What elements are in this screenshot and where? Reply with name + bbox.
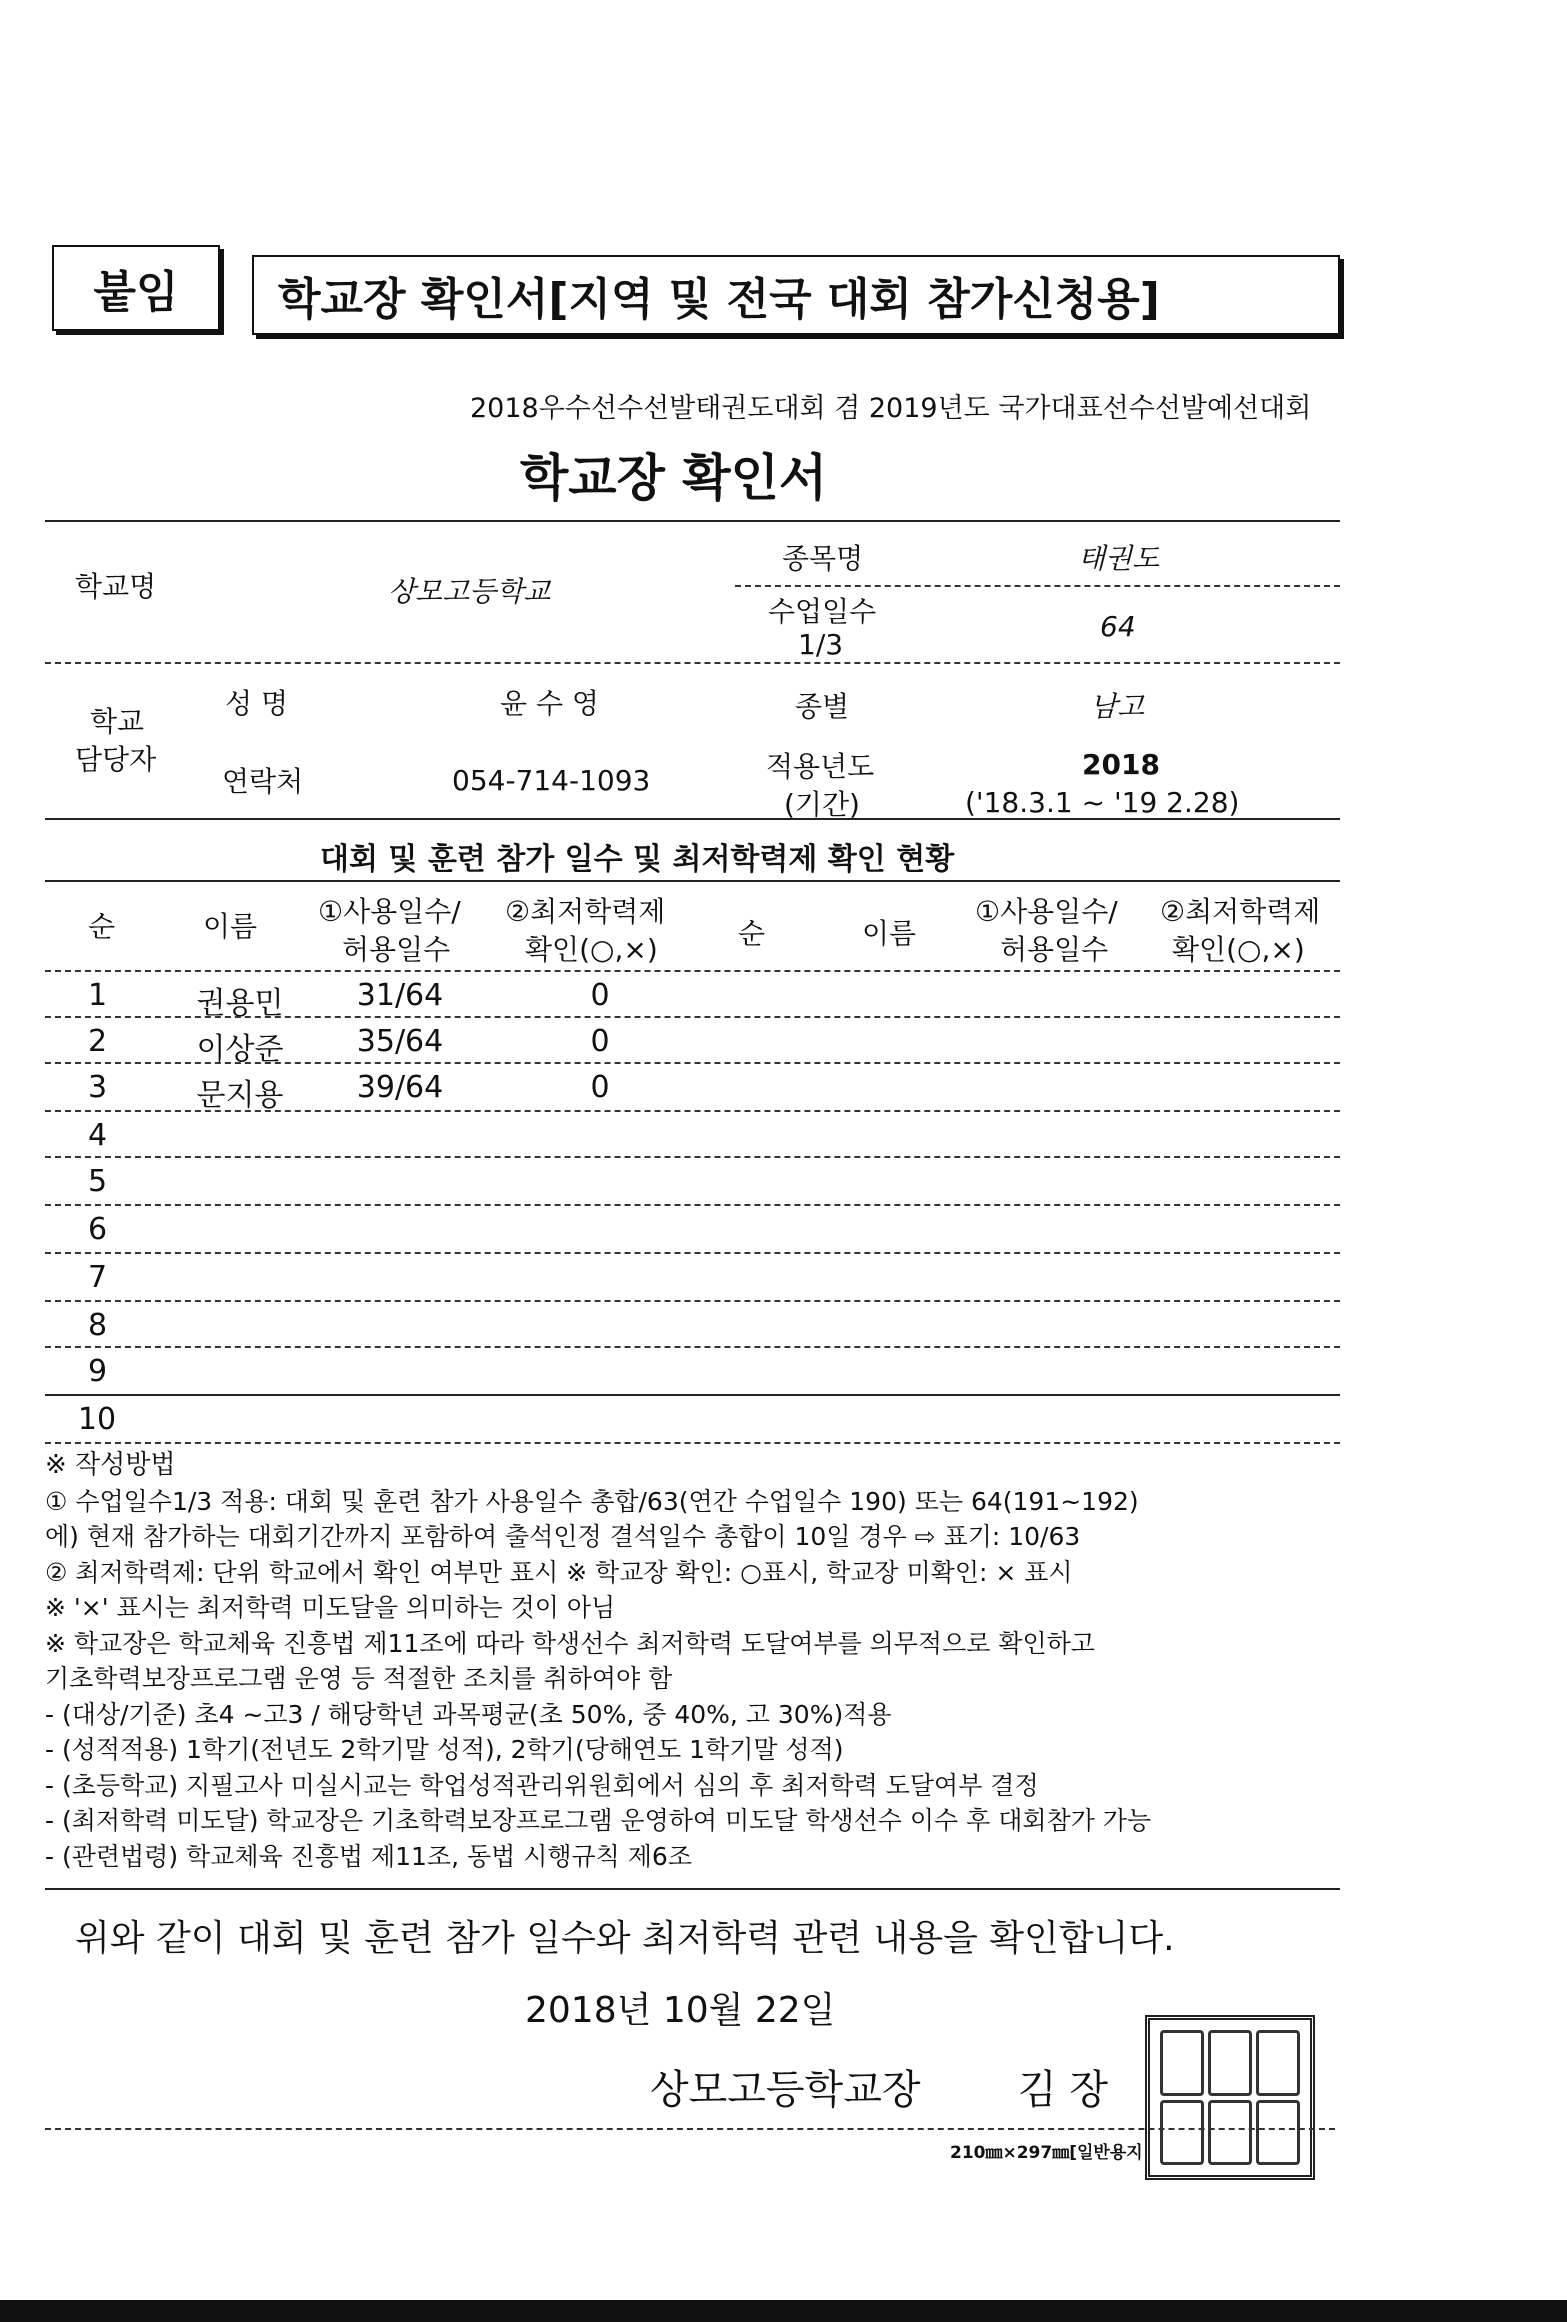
header-name-right: 이름 [862, 917, 917, 950]
notes-bottom-rule [45, 1888, 1340, 1890]
year-label-2: (기간) [784, 788, 860, 821]
row-rule [45, 1442, 1340, 1444]
row-check: 0 [590, 1070, 610, 1105]
form-title-box [252, 255, 1340, 335]
table-row [45, 1300, 1340, 1346]
instructions-heading: ※ 작성방법 [45, 1450, 176, 1480]
official-seal [1145, 2015, 1315, 2180]
table-row [45, 970, 1340, 1021]
row-no: 3 [87, 1070, 108, 1105]
row-no: 7 [87, 1260, 108, 1295]
event-name: 2018우수선수선발태권도대회 겸 2019년도 국가대표선수선발예선대회 [470, 393, 1312, 424]
principal-name: 김 장 [1018, 2067, 1108, 2113]
table-title: 대회 및 훈련 참가 일수 및 최저학력제 확인 현황 [320, 842, 955, 877]
instruction-line: - (대상/기준) 초4 ~고3 / 해당학년 과목평균(초 50%, 중 40%, 고 30%)적용 [45, 1699, 892, 1729]
row-no: 8 [87, 1308, 108, 1343]
paper-size-note: 210㎜×297㎜[일반용지 [950, 2143, 1143, 2163]
period-value: ('18.3.1 ~ '19 2.28) [965, 786, 1240, 819]
confirmation-statement: 위와 같이 대회 및 훈련 참가 일수와 최저학력 관련 내용을 확인합니다. [75, 1918, 1175, 1959]
year-value: 2018 [1082, 748, 1160, 781]
row-no: 5 [87, 1164, 108, 1199]
row-no: 10 [77, 1402, 117, 1437]
header-name-left: 이름 [203, 910, 258, 943]
table-row [45, 1110, 1340, 1156]
category-value: 남고 [1090, 690, 1145, 723]
header-used-right-2: 허용일수 [1000, 933, 1109, 966]
footer-rule [45, 2128, 1335, 2130]
row-no: 1 [87, 978, 108, 1013]
header-min-right-1: ②최저학력제 [1160, 895, 1321, 928]
days-value: 64 [1100, 610, 1136, 643]
header-min-left-1: ②최저학력제 [505, 895, 666, 928]
instruction-line: ① 수업일수1/3 적용: 대회 및 훈련 참가 사용일수 총합/63(연간 수업일수 190) 또는 64(191~192) [45, 1486, 1139, 1516]
header-no-right: 순 [738, 917, 766, 950]
sport-value: 태권도 [1078, 542, 1160, 575]
person-name-label: 성 명 [225, 687, 288, 720]
row-no: 9 [87, 1354, 108, 1389]
header-used-left-1: ①사용일수/ [318, 895, 461, 928]
sport-label: 종목명 [782, 542, 864, 575]
table-row [45, 1394, 1340, 1440]
header-used-right-1: ①사용일수/ [975, 895, 1118, 928]
school-label: 학교명 [75, 570, 157, 603]
table-row [45, 1016, 1340, 1067]
row-days: 31/64 [356, 978, 444, 1013]
staff-label-2: 담당자 [75, 743, 157, 776]
days-label-1: 수업일수 [768, 595, 877, 628]
staff-label-1: 학교 [90, 705, 145, 738]
row-check: 0 [590, 1024, 610, 1059]
instruction-line: 기초학력보장프로그램 운영 등 적절한 조치를 취하여야 함 [45, 1664, 673, 1693]
instruction-line: - (관련법령) 학교체육 진흥법 제11조, 동법 시행규칙 제6조 [45, 1841, 692, 1871]
row-days: 39/64 [356, 1070, 444, 1105]
row-no: 4 [87, 1118, 108, 1153]
row-name: 권용민 [196, 986, 284, 1021]
instruction-line: - (성적적용) 1학기(전년도 2학기말 성적), 2학기(당해연도 1학기말 성적) [45, 1735, 844, 1764]
row-days: 35/64 [356, 1024, 444, 1059]
info-bottom-rule [45, 818, 1340, 820]
principal-title: 상모고등학교장 [650, 2067, 921, 2113]
table-row [45, 1156, 1340, 1202]
row-check: 0 [590, 978, 610, 1013]
person-name-value: 윤 수 영 [500, 687, 599, 720]
row-no: 2 [87, 1024, 108, 1059]
instruction-line: - (초등학교) 지필고사 미실시교는 학업성적관리위원회에서 심의 후 최저학력 도달여부 결정 [45, 1770, 1039, 1800]
contact-value: 054-714-1093 [452, 764, 651, 797]
writing-instructions [45, 1448, 1345, 1874]
sport-rule [735, 585, 1340, 587]
confirmation-date: 2018년 10월 22일 [525, 1990, 836, 2031]
contact-label: 연락처 [222, 765, 304, 798]
attachment-badge-text: 붙임 [93, 267, 179, 318]
table-row [45, 1204, 1340, 1250]
instruction-line: ② 최저학력제: 단위 학교에서 확인 여부만 표시 ※ 학교장 확인: ○표시, 학교장 미확인: × 표시 [45, 1557, 1073, 1587]
header-used-left-2: 허용일수 [342, 933, 451, 966]
row-name: 문지용 [196, 1078, 284, 1113]
instruction-line: ※ 학교장은 학교체육 진흥법 제11조에 따라 학생선수 최저학력 도달여부를 의무적으로 확인하고 [45, 1628, 1095, 1658]
header-min-left-2: 확인(○,×) [525, 933, 658, 966]
instruction-line: - (최저학력 미도달) 학교장은 기초학력보장프로그램 운영하여 미도달 학생선수 이수 후 대회참가 가능 [45, 1806, 1152, 1835]
instruction-line: 에) 현재 참가하는 대회기간까지 포함하여 출석인정 결석일수 총합이 10일 경우 ⇨ 표기: 10/63 [45, 1522, 1081, 1551]
info-mid-rule [45, 662, 1340, 664]
days-label-2: 1/3 [798, 628, 844, 661]
table-row [45, 1252, 1340, 1298]
document-title: 학교장 확인서 [520, 449, 828, 507]
row-name: 이상준 [196, 1032, 284, 1067]
header-no-left: 순 [88, 910, 116, 943]
row-no: 6 [87, 1212, 108, 1247]
category-label: 종별 [795, 690, 850, 723]
form-title: 학교장 확인서[지역 및 전국 대회 참가신청용] [278, 274, 1160, 325]
header-min-right-2: 확인(○,×) [1172, 933, 1305, 966]
year-label-1: 적용년도 [766, 750, 875, 783]
table-top-rule [45, 880, 1340, 882]
instruction-line: ※ '×' 표시는 최저학력 미도달을 의미하는 것이 아님 [45, 1593, 616, 1622]
school-value: 상모고등학교 [388, 575, 551, 608]
scan-edge-bar [0, 2300, 1567, 2322]
info-top-rule [45, 520, 1340, 522]
attachment-badge [52, 245, 220, 331]
table-row [45, 1062, 1340, 1113]
table-row [45, 1346, 1340, 1392]
